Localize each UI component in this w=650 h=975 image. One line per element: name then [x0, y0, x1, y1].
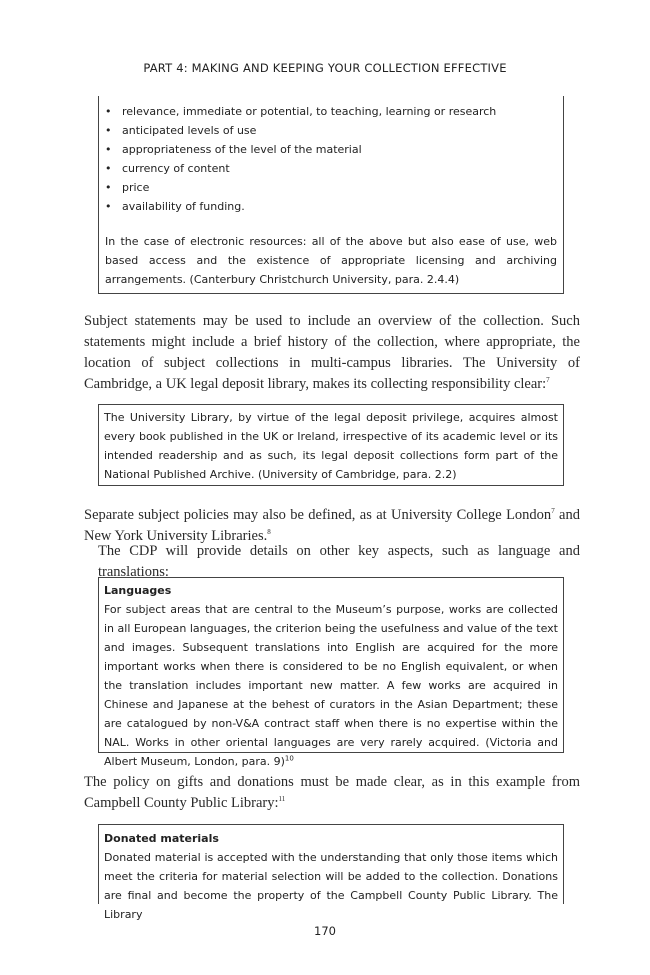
bullet-icon: •	[105, 143, 112, 156]
body-paragraph-subject-statements: Subject statements may be used to include an overview of the collection. Such statements might include a brief history of the collection, where appropriate, the location of subject collections in multi-campus libraries. The University of Cambridge, a UK legal deposit library, makes its collecting responsibility clear:$^7$	[84, 313, 580, 392]
footnote-ref: 10	[284, 754, 294, 763]
languages-box	[98, 577, 564, 768]
bullet-icon: •	[105, 105, 112, 118]
electronic-resources-note: In the case of electronic resources: all of the above but also ease of use, web based access and the existence of appropriate licensing and archiving arrangements. (Canterbury Christchurch University, para. 2.4.4)	[105, 235, 557, 286]
bullet-icon: •	[105, 181, 112, 194]
bullet-icon: •	[105, 124, 112, 137]
list-item: • price	[105, 178, 557, 197]
donated-materials-box	[98, 824, 564, 921]
languages-text: For subject areas that are central to the Museum’s purpose, works are collected in all European languages, the criterion being the usefulness and value of the text and images. Subsequent translations into English are acquired for the more important works when there is considered to be no English equivalent, or when the translation includes important new matter. A few works are acquired in Chinese and Japanese at the behest of curators in the Asian Department; these are catalogued by non-V&A contract staff when there is no expertise within the NAL. Works in other oriental languages are very rarely acquired. (Victoria and Albert Museum, London, para. 9)$^{10}$	[104, 603, 558, 768]
running-head: PART 4: MAKING AND KEEPING YOUR COLLECTION EFFECTIVE	[143, 61, 507, 75]
criteria-list	[105, 102, 557, 216]
criteria-box	[98, 96, 564, 294]
footnote-ref: 7	[546, 376, 550, 385]
list-item: • anticipated levels of use	[105, 121, 557, 140]
footnote-ref: 11	[278, 795, 286, 804]
body-paragraph-cdp: The CDP will provide details on other key aspects, such as language and translations:	[98, 543, 580, 580]
body-paragraph-gifts: The policy on gifts and donations must be made clear, as in this example from Campbell County Public Library:$^{11}$	[84, 774, 580, 811]
bullet-icon: •	[105, 200, 112, 213]
list-item: • appropriateness of the level of the material	[105, 140, 557, 159]
donated-materials-text: Donated material is accepted with the understanding that only those items which meet the criteria for material selection will be added to the collection. Donations are final and become the property of the Campbell County Public Library. The Library	[104, 851, 558, 921]
page-number: 170	[314, 924, 336, 938]
list-item: • currency of content	[105, 159, 557, 178]
languages-heading: Languages	[104, 584, 172, 597]
footnote-ref: 7	[551, 507, 555, 516]
body-paragraph-subject-policies: Separate subject policies may also be defined, as at University College London$^7$ and New York University Libraries.$^8$	[84, 507, 580, 544]
footnote-ref: 8	[267, 528, 271, 537]
cambridge-quote-box	[98, 404, 564, 486]
cambridge-quote-text: The University Library, by virtue of the legal deposit privilege, acquires almost every book published in the UK or Ireland, irrespective of its academic level or its intended readership and as such, its legal deposit collections form part of the National Published Archive. (University of Cambridge, para. 2.2)	[104, 411, 558, 481]
list-item: • relevance, immediate or potential, to teaching, learning or research	[105, 102, 557, 121]
donated-materials-heading: Donated materials	[104, 832, 219, 845]
bullet-icon: •	[105, 162, 112, 175]
list-item: • availability of funding.	[105, 197, 557, 216]
